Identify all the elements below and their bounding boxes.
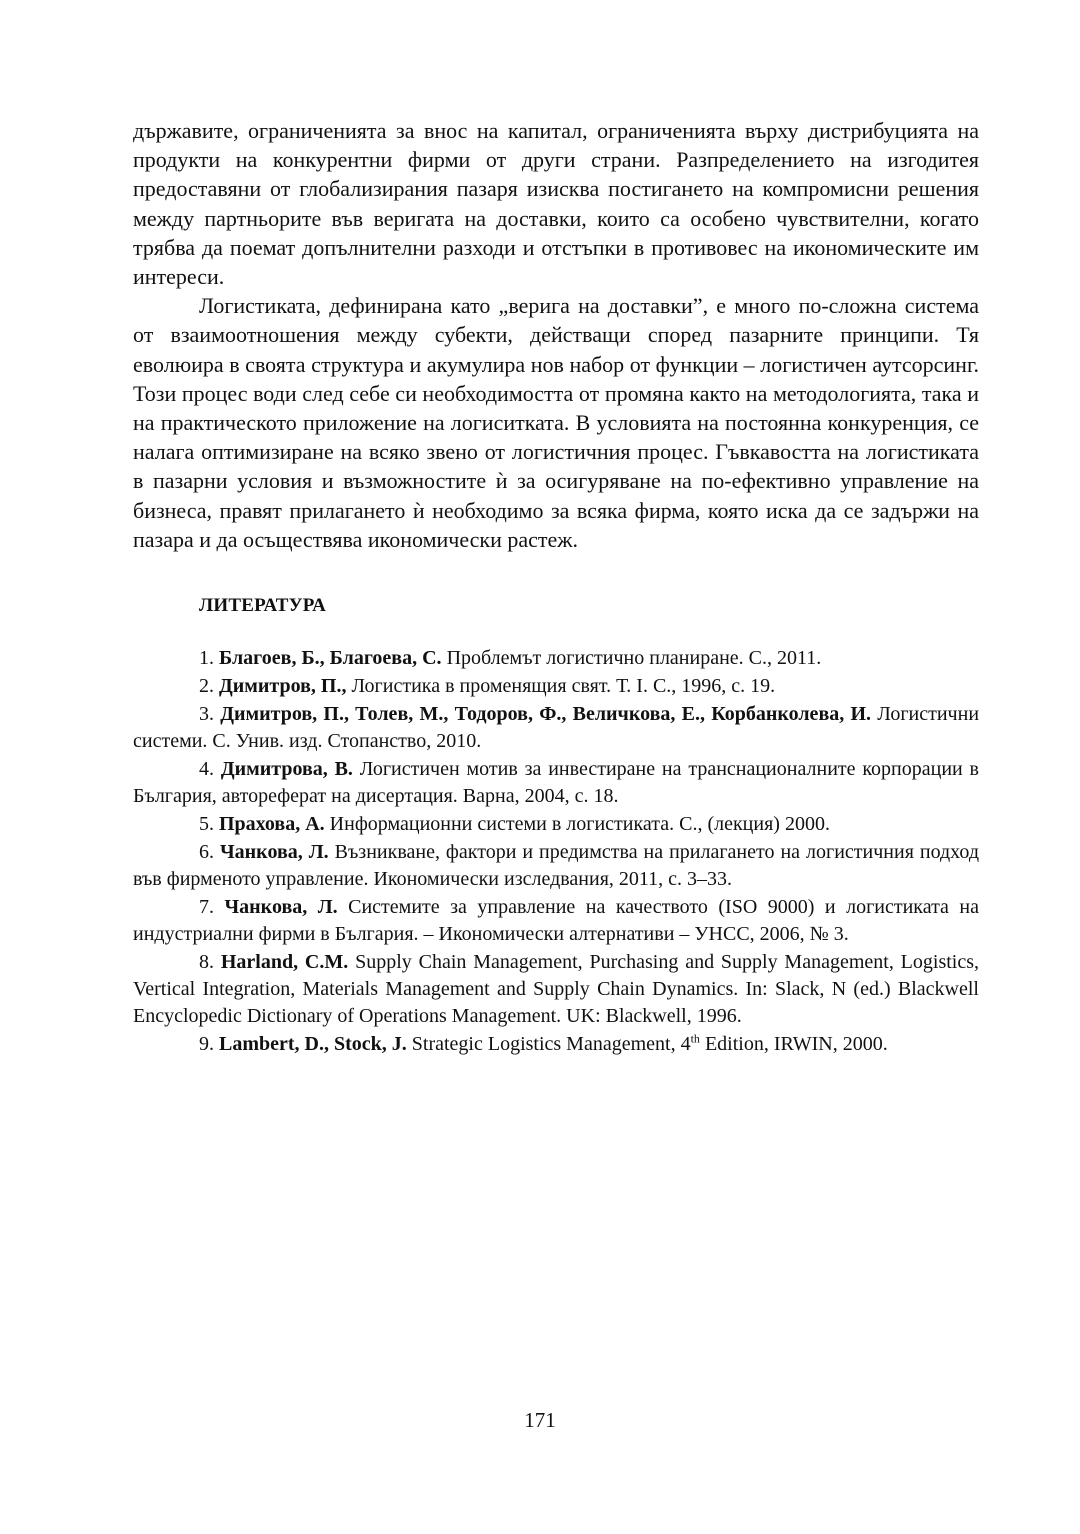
reference-text: Информационни системи в логистиката. С., (лекция) 2000. — [329, 813, 830, 836]
reference-authors: Прахова, А. — [219, 813, 325, 836]
reference-authors: Lambert, D., Stock, J. — [219, 1033, 407, 1056]
reference-number: 1. — [199, 647, 214, 670]
reference-authors: Harland, C.M. — [220, 951, 349, 974]
reference-text: Проблемът логистично планиране. С., 2011. — [446, 647, 822, 670]
reference-number: 2. — [199, 675, 214, 698]
body-text — [133, 116, 979, 554]
reference-text: Логистичен мотив за инвестиране на транснационалните корпорации в България, автореферат на дисертация. Варна, 2004, с. 18. — [133, 758, 979, 808]
reference-number: 3. — [199, 703, 214, 726]
reference-item-3 — [133, 701, 979, 755]
reference-item-1 — [133, 645, 979, 672]
reference-authors: Димитрова, В. — [220, 758, 353, 781]
reference-number: 5. — [199, 813, 214, 836]
reference-number: 6. — [199, 841, 214, 864]
paragraph-2: Логистиката, дефинирана като „верига на доставки”, е много по-сложна система от взаимоотношения между субекти, действащи според пазарните принципи. Тя еволюира в своята структура и акумулира нов набор от функции – логистичен аутсорсинг. Този процес води след себе си необходимостта от промяна както на методологията, така и на практическото приложение на логиситката. В условията на постоянна конкуренция, се налага оптимизиране на всяко звено от логистичния процес. Гъвкавостта на логистиката в пазарни условия и възможностите ѝ за осигуряване на по-ефективно управление на бизнеса, правят прилагането ѝ необходимо за всяка фирма, която иска да се задържи на пазара и да осъществява икономически растеж. — [133, 293, 979, 552]
page-number: 171 — [524, 1408, 556, 1432]
reference-authors: Чанкова, Л. — [219, 841, 329, 864]
reference-item-7 — [133, 894, 979, 948]
reference-number: 7. — [199, 896, 214, 919]
reference-text: Логистични системи. С. Унив. изд. Стопанство, 2010. — [133, 703, 980, 753]
reference-item-8 — [133, 949, 979, 1030]
reference-text: Логистика в променящия свят. Т. I. С., 1996, с. 19. — [351, 675, 776, 698]
reference-item-5 — [133, 811, 979, 838]
reference-text: Системите за управление на качеството (ISO 9000) и логистиката на индустриални фирми в България. – Икономически алтернативи – УНСС, 2006, № 3. — [133, 896, 979, 946]
reference-item-4 — [133, 756, 979, 810]
reference-text: Възникване, фактори и предимства на прилагането на логистичния подход във фирменото управление. Икономически изследвания, 2011, с. 3–33. — [133, 841, 980, 891]
reference-text-after: Edition, IRWIN, 2000. — [704, 1033, 888, 1056]
page-content — [133, 116, 979, 1059]
reference-text: Supply Chain Management, Purchasing and Supply Management, Logistics, Vertical Integration, Materials Management and Supply Chain Dynamics. In: Slack, N (ed.) Blackwell Encyclopedic Dictionary of Operations Management. UK: Blackwell, 1996. — [133, 951, 980, 1028]
paragraph-1: държавите, ограниченията за внос на капитал, ограниченията върху дистрибуцията на продукти на конкурентни фирми от други страни. Разпределението на изгодитея предоставяни от глобализирания пазаря изисква постигането на компромисни решения между партньорите във веригата на доставки, които са особено чувствителни, когато трябва да поемат допълнителни разходи и отстъпки в противовес на икономическите им интереси. — [133, 118, 979, 290]
reference-number: 9. — [199, 1033, 214, 1056]
reference-authors: Димитров, П., — [219, 675, 347, 698]
reference-authors: Благоев, Б., Благоева, С. — [219, 647, 442, 670]
literature-heading: ЛИТЕРАТУРА — [199, 595, 327, 617]
reference-item-6 — [133, 839, 979, 893]
reference-item-2 — [133, 673, 979, 700]
reference-superscript: th — [690, 1031, 700, 1046]
reference-text: Strategic Logistics Management, 4 — [411, 1033, 691, 1056]
reference-authors: Димитров, П., Толев, М., Тодоров, Ф., Величкова, Е., Корбанколева, И. — [220, 703, 872, 726]
reference-list — [133, 645, 979, 1058]
reference-number: 4. — [199, 758, 214, 781]
reference-number: 8. — [199, 951, 214, 974]
reference-item-9 — [133, 1031, 979, 1058]
reference-authors: Чанкова, Л. — [224, 896, 338, 919]
